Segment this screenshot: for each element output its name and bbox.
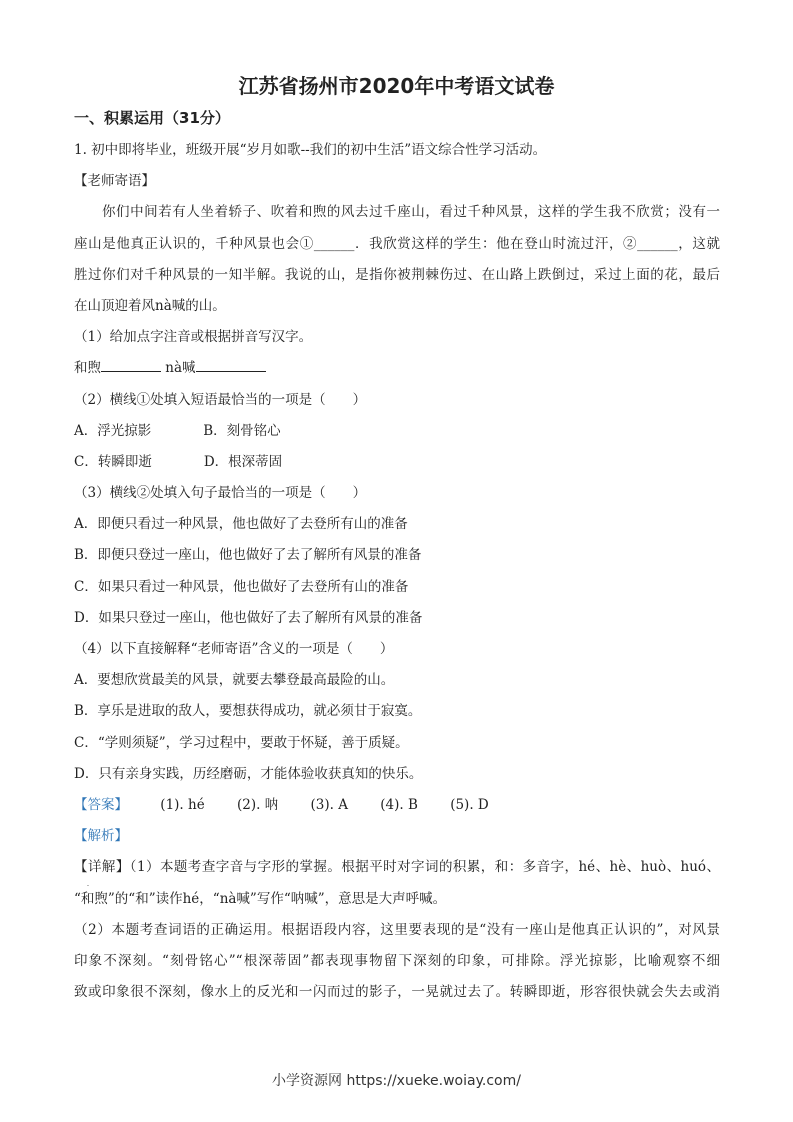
answer: (2). 呐 [236, 796, 279, 813]
answer-tag: 【答案】 [74, 796, 128, 813]
subquestion-4: （4）以下直接解释“老师寄语”含义的一项是（ ） [74, 641, 394, 657]
answer: (5). D [450, 796, 489, 813]
passage-line: 你们中间若有人坐着轿子、吹着和煦的风去过千座山，看过千种风景，这样的学生我不欣赏；没有一 [102, 204, 720, 221]
option-row [74, 449, 720, 480]
passage-line: 座山是他真正认识的，千种风景也会①______．我欣赏这样的学生：他在登山时流过汗，②______，这就 [74, 235, 720, 252]
option: C．“学则须疑”，学习过程中，要敢于怀疑，善于质疑。 [74, 734, 409, 751]
passage-line: 在山顶迎着风nà喊的山。 [74, 297, 226, 314]
question-intro: 1. 初中即将毕业，班级开展“岁月如歌--我们的初中生活”语文综合性学习活动。 [74, 142, 547, 158]
answer-row [74, 792, 720, 823]
answer-blank [196, 357, 266, 372]
subquestion-1-blanks [74, 355, 720, 386]
option: C．如果只看过一种风景，他也做好了去登所有山的准备 [74, 578, 409, 595]
option: A．即便只看过一种风景，他也做好了去登所有山的准备 [74, 516, 408, 533]
explain-line: 致或印象很不深刻，像水上的反光和一闪而过的影子，一晃就过去了。转瞬即逝，形容很快就会失去或消 [74, 984, 720, 1001]
option: B．即便只登过一座山，他也做好了去了解所有风景的准备 [74, 547, 422, 564]
page-title: 江苏省扬州市2020年中考语文试卷 [238, 74, 555, 98]
teacher-tag: 【老师寄语】 [74, 173, 155, 190]
option: A．要想欣赏最美的风景，就要去攀登最高最险的山。 [74, 672, 395, 689]
word-2: nà喊 [165, 360, 196, 377]
section-heading: 一、积累运用（31分） [74, 109, 230, 127]
option: B．刻骨铭心 [203, 422, 281, 439]
answer: (3). A [310, 796, 348, 813]
explain-line: 【详解】（1）本题考查字音与字形的掌握。根据平时对字词的积累，和：多音字，hé、hè、huò、huó、 [74, 859, 720, 876]
explain-line: 印象不深刻。“刻骨铭心”“根深蒂固”都表现事物留下深刻的印象，可排除。浮光掠影，比喻观察不细 [74, 952, 720, 969]
analysis-tag: 【解析】 [74, 828, 128, 845]
subquestion-3: （3）横线②处填入句子最恰当的一项是（ ） [74, 485, 367, 502]
option: B．享乐是进取的敌人，要想获得成功，就必须甘于寂寞。 [74, 703, 422, 720]
document-body [74, 137, 720, 1010]
answer: (1). hé [160, 796, 205, 813]
word-1: 和煦 [74, 360, 101, 377]
subquestion-1: （1）给加点字注音或根据拼音写汉字。 [74, 329, 313, 346]
answer: (4). B [380, 796, 418, 813]
option: D．只有亲身实践，历经磨砺，才能体验收获真知的快乐。 [74, 765, 423, 782]
option: D．根深蒂固 [203, 453, 283, 470]
option: A．浮光掠影 [74, 422, 152, 439]
option: D．如果只登过一座山，他也做好了去了解所有风景的准备 [74, 609, 423, 626]
explain-line: （2）本题考查词语的正确运用。根据语段内容，这里要表现的是“没有一座山是他真正认识的”，对风景 [74, 921, 720, 938]
passage-line: 胜过你们对千种风景的一知半解。我说的山，是指你被荆棘伤过、在山路上跌倒过，采过上面的花，最后 [74, 266, 720, 283]
answer-blank [101, 357, 161, 372]
option: C．转瞬即逝 [74, 453, 152, 470]
option-row [74, 418, 720, 449]
explain-line: “和煦”的“和”读作hé，“nà喊”写作“呐喊”，意思是大声呼喊。 [74, 890, 447, 907]
footer-watermark: 小学资源网 https://xueke.woiay.com/ [272, 1073, 521, 1089]
subquestion-2: （2）横线①处填入短语最恰当的一项是（ ） [74, 391, 367, 408]
